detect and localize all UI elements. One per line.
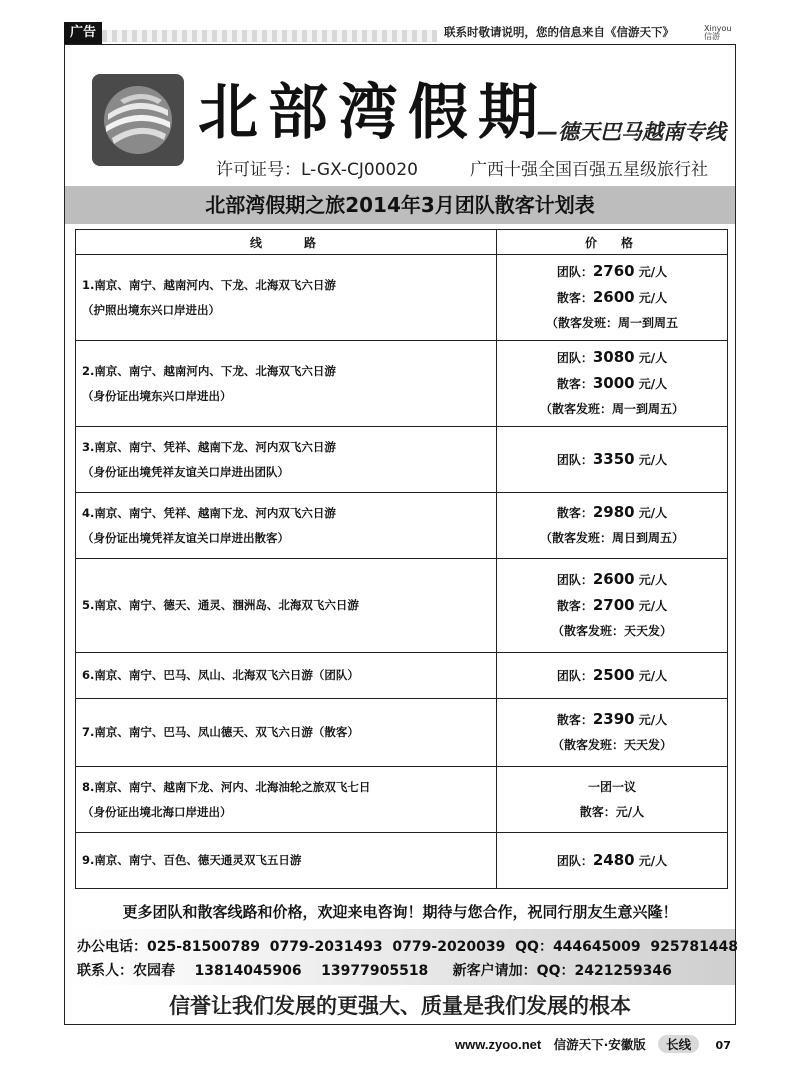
- page-number: 07: [715, 1039, 731, 1052]
- company-logo: [92, 74, 184, 166]
- price-value: 2700: [592, 596, 635, 614]
- route-name: 7.南京、南宁、巴马、凤山德天、双飞六日游（散客）: [82, 725, 359, 739]
- price-cell: [497, 427, 728, 493]
- contact-person: 联系人：农园春 13814045906 13977905518 新客户请加：QQ：2421259346: [77, 963, 672, 979]
- price-cell: [497, 255, 728, 341]
- price-line: [497, 663, 727, 689]
- promo-text: 更多团队和散客线路和价格，欢迎来电咨询！期待与您合作，祝同行朋友生意兴隆！: [122, 903, 678, 921]
- price-text: （散客发班：天天发）: [551, 624, 672, 638]
- price-text: 散客：: [556, 377, 593, 391]
- table-row: [76, 559, 728, 653]
- price-line: [497, 848, 727, 874]
- schedule-title-bar: [65, 186, 735, 224]
- route-name: 2.南京、南宁、越南河内、下龙、北海双飞六日游: [82, 363, 336, 378]
- price-value: 3080: [592, 348, 635, 366]
- price-text: 元/人: [634, 668, 668, 683]
- price-cell: [497, 699, 728, 767]
- route-name: 5.南京、南宁、德天、通灵、涠洲岛、北海双飞六日游: [82, 598, 359, 612]
- ad-label: 广告: [64, 22, 102, 44]
- contact-bar: [65, 929, 739, 985]
- price-text: 团队：: [556, 265, 593, 279]
- price-column-header: 价 格: [497, 230, 728, 255]
- table-row: [76, 427, 728, 493]
- route-name: 8.南京、南宁、越南下龙、河内、北海油轮之旅双飞七日: [82, 779, 371, 794]
- table-row: [76, 493, 728, 559]
- price-text: （散客发班：周一到周五）: [539, 402, 684, 416]
- price-cell: [497, 493, 728, 559]
- price-line: [497, 619, 727, 644]
- price-value: 2390: [592, 710, 635, 728]
- schedule-title: 北部湾假期之旅2014年3月团队散客计划表: [205, 193, 595, 217]
- price-value: 2980: [592, 503, 635, 521]
- route-name: 1.南京、南宁、越南河内、下龙、北海双飞六日游: [82, 277, 336, 292]
- office-phones: 办公电话：025-81500789 0779-2031493 0779-2020039 QQ：444645009 925781448: [77, 939, 739, 955]
- route-note: （身份证出境凭祥友谊关口岸进出团队）: [82, 464, 289, 479]
- price-value: 3350: [592, 449, 635, 468]
- globe-icon: [92, 74, 184, 166]
- price-text: 元/人: [634, 265, 668, 279]
- license-number: 许可证号：L-GX-CJ00020: [216, 160, 418, 180]
- route-note: （护照出境东兴口岸进出）: [82, 302, 220, 317]
- price-line: [497, 500, 727, 526]
- price-text: （散客发班：周日到周五）: [539, 531, 684, 545]
- price-text: 团队：: [556, 573, 593, 587]
- company-motto: 信誉让我们发展的更强大、质量是我们发展的根本: [169, 994, 631, 1018]
- route-note: （身份证出境凭祥友谊关口岸进出散客）: [82, 530, 289, 545]
- route-name: 6.南京、南宁、巴马、凤山、北海双飞六日游（团队）: [82, 668, 359, 682]
- price-text: 元/人: [634, 452, 668, 467]
- price-text: 团队：: [556, 452, 593, 467]
- price-text: 团队：: [556, 668, 593, 683]
- route-cell: [76, 559, 497, 653]
- table-row: [76, 767, 728, 833]
- route-cell: [76, 493, 497, 559]
- price-text: 元/人: [634, 351, 668, 365]
- price-line: [497, 371, 727, 397]
- route-name: 4.南京、南宁、凭祥、越南下龙、河内双飞六日游: [82, 505, 336, 520]
- route-cell: [76, 341, 497, 427]
- source-note: 联系时敬请说明，您的信息来自《信游天下》: [444, 25, 674, 39]
- route-note: （身份证出境东兴口岸进出）: [82, 388, 232, 403]
- table-row: [76, 699, 728, 767]
- route-cell: [76, 767, 497, 833]
- top-bar: [64, 22, 736, 44]
- price-line: [497, 775, 727, 800]
- price-text: 一团一议: [587, 779, 636, 794]
- website-url: www.zyoo.net: [455, 1037, 542, 1052]
- price-text: 元/人: [634, 573, 668, 587]
- price-line: [497, 800, 727, 825]
- price-cell: [497, 341, 728, 427]
- price-text: 元/人: [634, 599, 668, 613]
- price-line: [497, 593, 727, 619]
- route-name: 9.南京、南宁、百色、德天通灵双飞五日游: [82, 853, 302, 867]
- price-line: [497, 733, 727, 758]
- price-line: [497, 526, 727, 551]
- price-text: 元/人: [634, 291, 668, 305]
- price-cell: [497, 559, 728, 653]
- price-line: [497, 447, 727, 473]
- route-note: （身份证出境北海口岸进出）: [82, 804, 232, 819]
- price-text: （散客发班：周一到周五: [545, 316, 678, 330]
- price-value: 2480: [592, 850, 635, 869]
- price-text: 元/人: [634, 853, 668, 868]
- price-cell: [497, 767, 728, 833]
- price-text: 散客：: [556, 713, 593, 727]
- table-row: [76, 833, 728, 889]
- table-row: [76, 653, 728, 699]
- price-value: 2600: [592, 570, 635, 588]
- section-badge: 长线: [658, 1035, 699, 1053]
- price-text: 散客：: [556, 291, 593, 305]
- price-value: 2500: [592, 665, 635, 684]
- decorative-pattern: [102, 30, 437, 42]
- table-row: [76, 341, 728, 427]
- price-line: [497, 311, 727, 336]
- price-text: 元/人: [634, 377, 668, 391]
- price-text: 散客：: [556, 599, 593, 613]
- price-value: 2600: [592, 288, 635, 306]
- price-line: [497, 259, 727, 285]
- route-cell: [76, 653, 497, 699]
- tour-schedule-table: [75, 229, 728, 889]
- route-cell: [76, 833, 497, 889]
- price-text: 元/人: [634, 506, 668, 520]
- price-value: 2760: [592, 262, 635, 280]
- company-tagline: —德天巴马越南专线: [537, 120, 726, 144]
- price-cell: [497, 833, 728, 889]
- price-line: [497, 345, 727, 371]
- publisher-logo: Xinyou 信游: [704, 24, 732, 41]
- price-line: [497, 567, 727, 593]
- route-name: 3.南京、南宁、凭祥、越南下龙、河内双飞六日游: [82, 439, 336, 454]
- price-line: [497, 397, 727, 422]
- publication-name: 信游天下·安徽版: [553, 1037, 646, 1052]
- route-cell: [76, 255, 497, 341]
- company-slogan: 广西十强全国百强五星级旅行社: [470, 160, 708, 180]
- company-name: 北部湾假期: [198, 78, 548, 148]
- price-line: [497, 707, 727, 733]
- route-cell: [76, 427, 497, 493]
- page-footer: [455, 1035, 731, 1053]
- price-text: （散客发班：天天发）: [551, 738, 672, 752]
- price-text: 团队：: [556, 351, 593, 365]
- price-cell: [497, 653, 728, 699]
- route-cell: [76, 699, 497, 767]
- price-text: 团队：: [556, 853, 593, 868]
- price-text: 元/人: [634, 713, 668, 727]
- price-value: 3000: [592, 374, 635, 392]
- price-text: 散客：: [556, 506, 593, 520]
- price-text: 散客：元/人: [579, 804, 645, 819]
- table-header-row: [76, 230, 728, 255]
- route-column-header: 线 路: [76, 230, 497, 255]
- table-row: [76, 255, 728, 341]
- price-line: [497, 285, 727, 311]
